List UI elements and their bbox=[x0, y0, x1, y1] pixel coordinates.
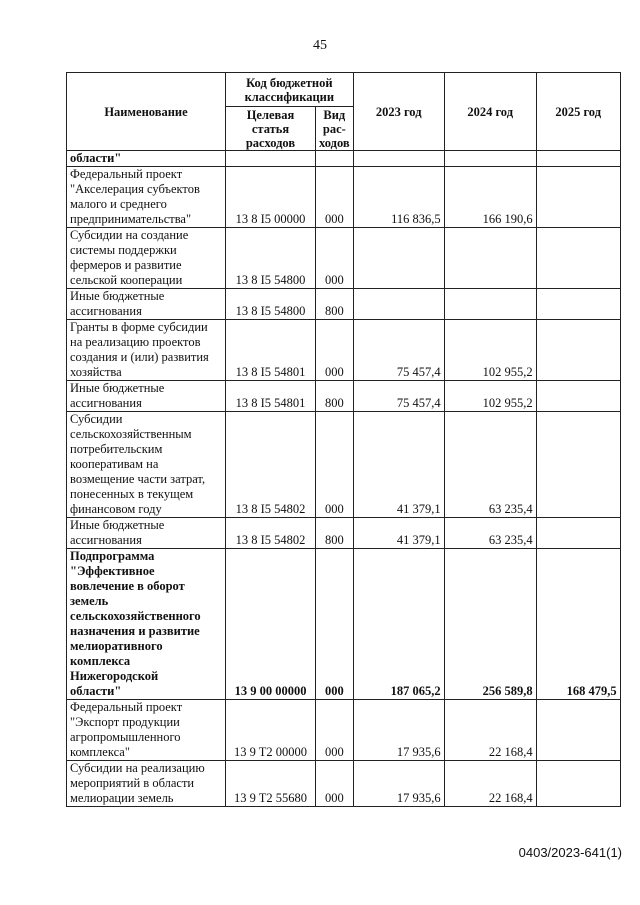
budget-table bbox=[66, 72, 621, 807]
document-number: 0403/2023-641(1) bbox=[518, 845, 622, 860]
cell-target-article: 13 8 I5 54801 bbox=[226, 320, 316, 381]
table-row bbox=[67, 761, 621, 807]
cell-name: Гранты в форме субсидии на реализацию проектов создания и (или) развития хозяйства bbox=[67, 320, 226, 381]
cell-2025 bbox=[536, 289, 620, 320]
table-row bbox=[67, 549, 621, 700]
header-name: Наименование bbox=[67, 73, 226, 151]
cell-2025 bbox=[536, 761, 620, 807]
cell-expense-type bbox=[316, 151, 354, 167]
cell-target-article: 13 9 T2 00000 bbox=[226, 700, 316, 761]
table-row bbox=[67, 518, 621, 549]
cell-target-article: 13 8 I5 00000 bbox=[226, 167, 316, 228]
cell-2025 bbox=[536, 167, 620, 228]
cell-2024 bbox=[444, 228, 536, 289]
cell-target-article: 13 8 I5 54800 bbox=[226, 289, 316, 320]
table-row bbox=[67, 700, 621, 761]
cell-2025 bbox=[536, 151, 620, 167]
page-number: 45 bbox=[313, 38, 327, 53]
cell-2023: 17 935,6 bbox=[353, 761, 444, 807]
cell-expense-type: 000 bbox=[316, 412, 354, 518]
cell-name: Иные бюджетные ассигнования bbox=[67, 289, 226, 320]
table-body bbox=[67, 151, 621, 807]
cell-target-article bbox=[226, 151, 316, 167]
cell-2024 bbox=[444, 289, 536, 320]
table-header bbox=[67, 73, 621, 151]
cell-name: Субсидии на реализацию мероприятий в области мелиорации земель bbox=[67, 761, 226, 807]
cell-target-article: 13 8 I5 54802 bbox=[226, 518, 316, 549]
cell-expense-type: 000 bbox=[316, 320, 354, 381]
cell-target-article: 13 9 T2 55680 bbox=[226, 761, 316, 807]
cell-name: Федеральный проект "Экспорт продукции агропромышленного комплекса" bbox=[67, 700, 226, 761]
cell-2025: 168 479,5 bbox=[536, 549, 620, 700]
cell-2025 bbox=[536, 320, 620, 381]
cell-expense-type: 000 bbox=[316, 228, 354, 289]
cell-2024: 63 235,4 bbox=[444, 412, 536, 518]
cell-expense-type: 000 bbox=[316, 700, 354, 761]
cell-2024: 22 168,4 bbox=[444, 700, 536, 761]
cell-2024: 256 589,8 bbox=[444, 549, 536, 700]
cell-2025 bbox=[536, 228, 620, 289]
cell-2023: 75 457,4 bbox=[353, 320, 444, 381]
cell-name: Субсидии на создание системы поддержки фермеров и развитие сельской кооперации bbox=[67, 228, 226, 289]
cell-2024: 102 955,2 bbox=[444, 381, 536, 412]
table-row bbox=[67, 167, 621, 228]
cell-name: области" bbox=[67, 151, 226, 167]
cell-2024 bbox=[444, 151, 536, 167]
header-2025: 2025 год bbox=[536, 73, 620, 151]
cell-2024: 166 190,6 bbox=[444, 167, 536, 228]
table-row bbox=[67, 412, 621, 518]
header-2023: 2023 год bbox=[353, 73, 444, 151]
cell-2024: 22 168,4 bbox=[444, 761, 536, 807]
cell-2023: 41 379,1 bbox=[353, 518, 444, 549]
cell-2023 bbox=[353, 228, 444, 289]
cell-expense-type: 800 bbox=[316, 518, 354, 549]
cell-name: Субсидии сельскохозяйственным потребительским кооперативам на возмещение части затрат, понесенных в текущем финансовом году bbox=[67, 412, 226, 518]
table-row bbox=[67, 151, 621, 167]
cell-target-article: 13 9 00 00000 bbox=[226, 549, 316, 700]
cell-2023 bbox=[353, 151, 444, 167]
cell-2025 bbox=[536, 518, 620, 549]
cell-target-article: 13 8 I5 54802 bbox=[226, 412, 316, 518]
cell-2023: 116 836,5 bbox=[353, 167, 444, 228]
table-row bbox=[67, 289, 621, 320]
table-row bbox=[67, 381, 621, 412]
cell-target-article: 13 8 I5 54800 bbox=[226, 228, 316, 289]
cell-2023: 17 935,6 bbox=[353, 700, 444, 761]
cell-2024: 102 955,2 bbox=[444, 320, 536, 381]
header-2024: 2024 год bbox=[444, 73, 536, 151]
cell-2025 bbox=[536, 700, 620, 761]
cell-name: Иные бюджетные ассигнования bbox=[67, 518, 226, 549]
cell-2024: 63 235,4 bbox=[444, 518, 536, 549]
cell-2023: 187 065,2 bbox=[353, 549, 444, 700]
cell-name: Подпрограмма "Эффективное вовлечение в оборот земель сельскохозяйственного назначения и развитие мелиоративного комплекса Нижегородской области" bbox=[67, 549, 226, 700]
table-row bbox=[67, 320, 621, 381]
cell-2025 bbox=[536, 381, 620, 412]
header-target-article: Целевая статья расходов bbox=[226, 107, 316, 151]
cell-2023: 75 457,4 bbox=[353, 381, 444, 412]
cell-target-article: 13 8 I5 54801 bbox=[226, 381, 316, 412]
cell-expense-type: 000 bbox=[316, 167, 354, 228]
cell-2023: 41 379,1 bbox=[353, 412, 444, 518]
cell-2023 bbox=[353, 289, 444, 320]
cell-expense-type: 000 bbox=[316, 761, 354, 807]
header-code-group: Код бюджетной классификации bbox=[226, 73, 354, 107]
table-row bbox=[67, 228, 621, 289]
header-expense-type: Вид рас- ходов bbox=[316, 107, 354, 151]
cell-name: Федеральный проект "Акселерация субъектов малого и среднего предпринимательства" bbox=[67, 167, 226, 228]
cell-expense-type: 000 bbox=[316, 549, 354, 700]
cell-expense-type: 800 bbox=[316, 381, 354, 412]
cell-expense-type: 800 bbox=[316, 289, 354, 320]
cell-name: Иные бюджетные ассигнования bbox=[67, 381, 226, 412]
cell-2025 bbox=[536, 412, 620, 518]
